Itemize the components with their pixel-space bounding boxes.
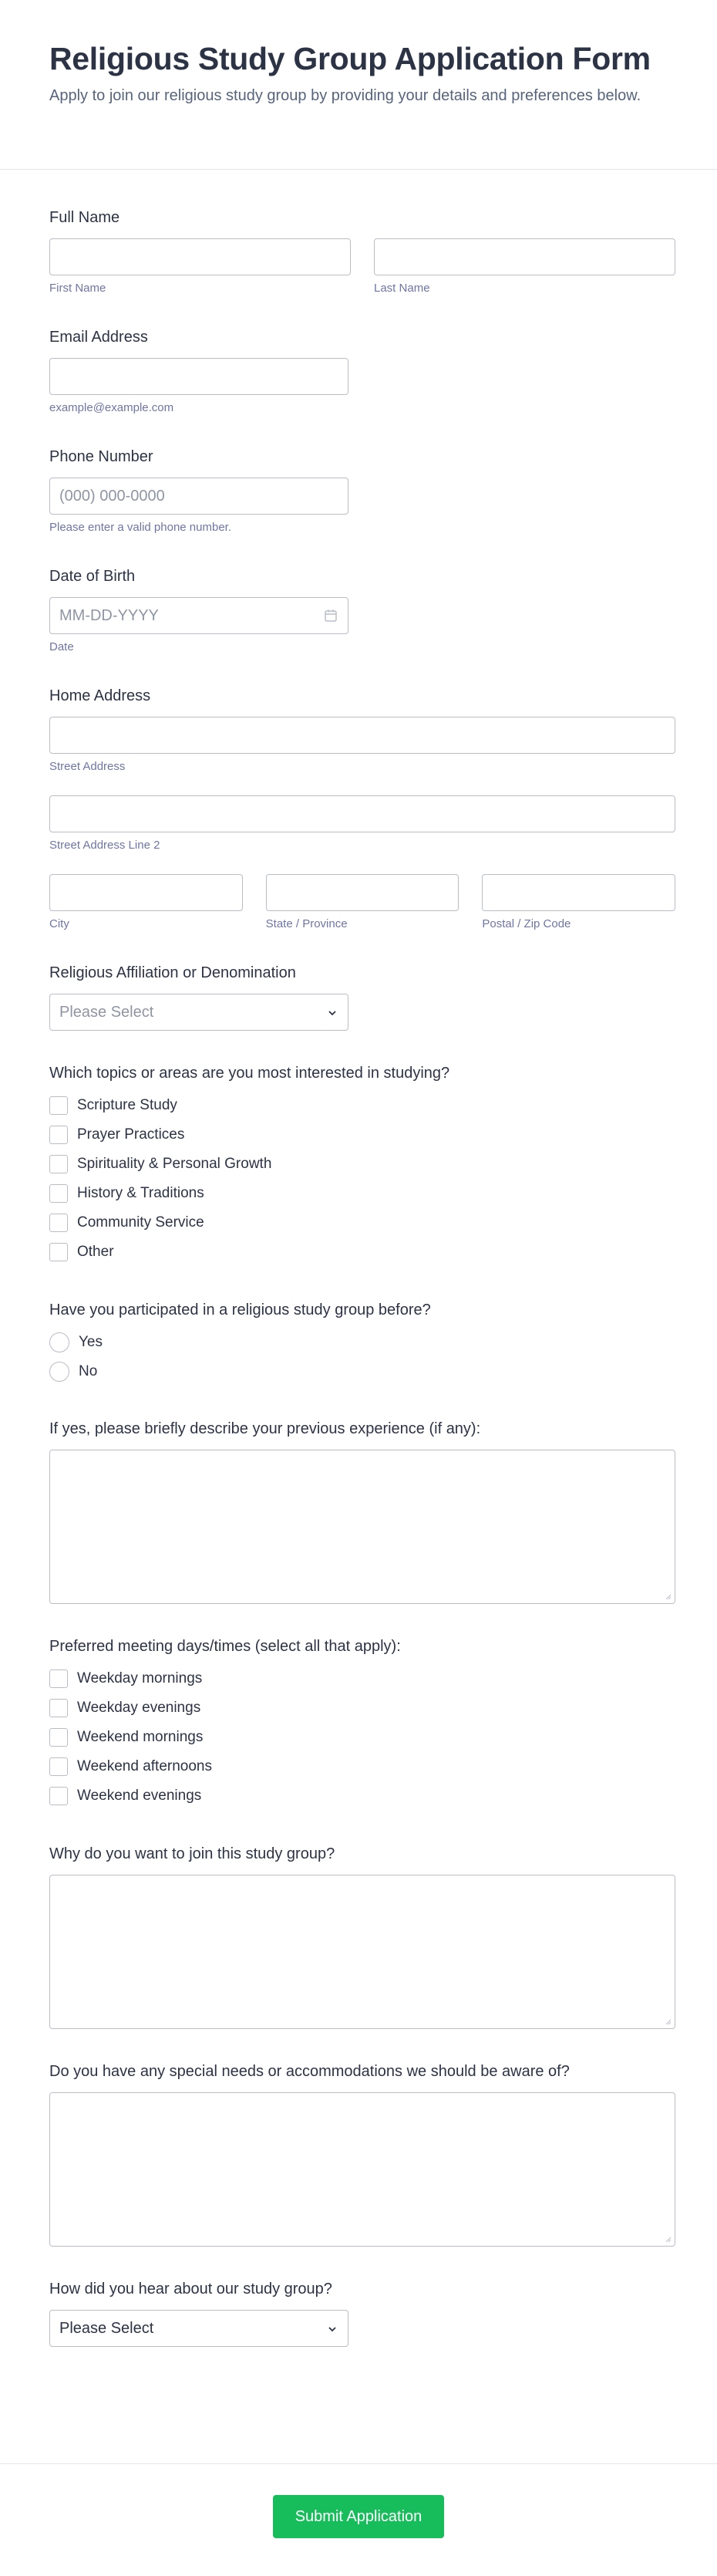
hear-about-select[interactable] [49,2310,348,2347]
state-sublabel: State / Province [265,917,348,930]
first-name-sublabel: First Name [49,282,106,295]
hear-about-label: How did you hear about our study group? [49,2281,332,2297]
hear-about-select-value: Please Select [59,2319,154,2337]
topic-option-label: Scripture Study [77,1097,177,1113]
meeting-option-label: Weekday evenings [77,1700,201,1716]
last-name-input[interactable] [374,238,675,275]
special-needs-field [49,2061,675,2247]
topics-field [49,1063,675,1267]
phone-field [49,447,675,535]
meeting-times-label: Preferred meeting days/times (select all that apply): [49,1638,401,1655]
dob-sublabel: Date [49,640,74,653]
street-address-input[interactable] [49,717,675,754]
why-join-field [49,1844,675,2029]
meeting-option-label: Weekend evenings [77,1788,202,1804]
topic-option[interactable] [49,1237,675,1267]
resize-handle-icon[interactable] [664,2017,672,2025]
topics-label: Which topics or areas are you most interested in studying? [49,1065,450,1082]
participated-option-yes[interactable] [49,1328,675,1357]
topic-option[interactable] [49,1091,675,1120]
phone-input[interactable] [49,478,348,515]
radio-option-label: No [79,1363,98,1379]
email-field [49,327,675,415]
form-header [0,0,717,170]
form-description: Apply to join our religious study group by providing your details and preferences below. [49,87,641,104]
topic-option[interactable] [49,1150,675,1179]
form-footer [0,2463,717,2576]
topic-option-label: History & Traditions [77,1185,204,1201]
radio-button[interactable] [49,1362,69,1382]
chevron-down-icon [325,1005,340,1021]
full-name-label: Full Name [49,209,120,226]
dob-input[interactable] [49,597,348,634]
checkbox[interactable] [49,1126,68,1144]
dob-field [49,566,675,654]
checkbox[interactable] [49,1214,68,1232]
participated-field [49,1300,675,1386]
topic-option-label: Prayer Practices [77,1126,185,1143]
checkbox[interactable] [49,1728,68,1747]
checkbox[interactable] [49,1757,68,1776]
chevron-down-icon [325,2321,340,2337]
meeting-option-label: Weekend afternoons [77,1758,212,1774]
radio-button[interactable] [49,1332,69,1352]
form-body [0,208,717,2347]
topic-option-label: Community Service [77,1214,204,1231]
zip-input[interactable] [482,874,675,911]
experience-field [49,1419,675,1604]
resize-handle-icon[interactable] [664,1592,672,1600]
meeting-option[interactable] [49,1752,675,1781]
submit-button[interactable]: Submit Application [273,2495,444,2538]
topic-option-label: Spirituality & Personal Growth [77,1156,272,1172]
affiliation-select-value: Please Select [59,1003,154,1021]
experience-label: If yes, please briefly describe your previous experience (if any): [49,1420,481,1437]
meeting-option[interactable] [49,1693,675,1723]
experience-textarea[interactable] [49,1450,675,1604]
zip-sublabel: Postal / Zip Code [482,917,571,930]
email-input[interactable] [49,358,348,395]
meeting-option[interactable] [49,1723,675,1752]
full-name-field [49,208,675,295]
street-address-line2-sublabel: Street Address Line 2 [49,839,160,852]
affiliation-label: Religious Affiliation or Denomination [49,964,296,981]
participated-option-no[interactable] [49,1357,675,1386]
street-address-sublabel: Street Address [49,760,126,773]
last-name-sublabel: Last Name [374,282,430,295]
calendar-icon[interactable] [324,609,338,623]
radio-option-label: Yes [79,1334,103,1350]
checkbox[interactable] [49,1670,68,1688]
phone-label: Phone Number [49,448,153,465]
meeting-option-label: Weekend mornings [77,1729,204,1745]
topic-option[interactable] [49,1208,675,1237]
participated-label: Have you participated in a religious study group before? [49,1302,431,1318]
special-needs-label: Do you have any special needs or accommodations we should be aware of? [49,2063,570,2080]
city-sublabel: City [49,917,69,930]
checkbox[interactable] [49,1787,68,1805]
meeting-times-field [49,1636,675,1811]
email-label: Email Address [49,329,148,346]
checkbox[interactable] [49,1184,68,1203]
resize-handle-icon[interactable] [664,2235,672,2243]
special-needs-textarea[interactable] [49,2092,675,2247]
affiliation-select[interactable] [49,994,348,1031]
checkbox[interactable] [49,1096,68,1115]
topic-option[interactable] [49,1179,675,1208]
meeting-option-label: Weekday mornings [77,1670,203,1686]
topic-option[interactable] [49,1120,675,1150]
meeting-option[interactable] [49,1664,675,1693]
checkbox[interactable] [49,1699,68,1717]
topic-option-label: Other [77,1244,114,1260]
state-input[interactable] [266,874,459,911]
why-join-label: Why do you want to join this study group? [49,1845,335,1862]
address-field [49,686,675,931]
checkbox[interactable] [49,1155,68,1173]
first-name-input[interactable] [49,238,351,275]
phone-sublabel: Please enter a valid phone number. [49,521,231,534]
hear-about-field [49,2279,675,2347]
affiliation-field [49,963,675,1031]
checkbox[interactable] [49,1243,68,1261]
street-address-line2-input[interactable] [49,795,675,832]
why-join-textarea[interactable] [49,1875,675,2029]
dob-label: Date of Birth [49,568,136,585]
meeting-option[interactable] [49,1781,675,1811]
city-input[interactable] [49,874,243,911]
email-sublabel: example@example.com [49,401,174,414]
address-label: Home Address [49,687,151,704]
form-title: Religious Study Group Application Form [49,41,651,76]
